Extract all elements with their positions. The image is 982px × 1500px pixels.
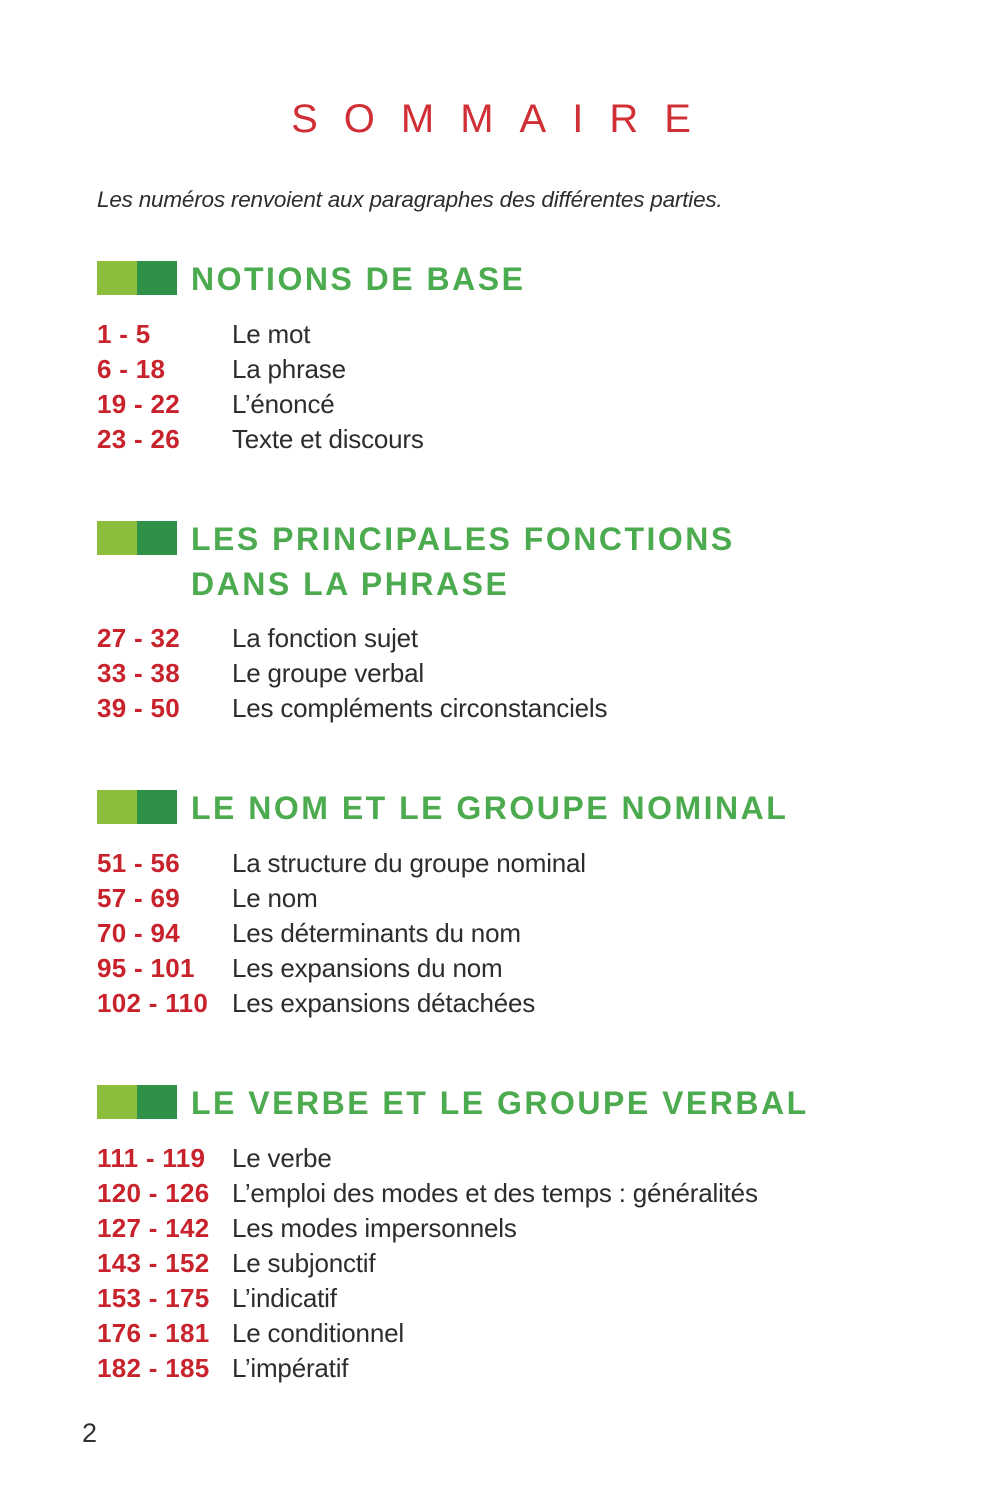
entry-range: 95 - 101 [97, 953, 195, 984]
entry-label: Le verbe [232, 1142, 332, 1173]
toc-entry-list [97, 1141, 892, 1386]
entry-range: 102 - 110 [97, 988, 209, 1019]
toc-entry [97, 1211, 892, 1246]
section-header [97, 257, 892, 302]
marker-square-light [97, 521, 137, 555]
toc-section [97, 786, 892, 1021]
entry-range: 1 - 5 [97, 318, 151, 349]
marker-square-dark [137, 261, 177, 295]
entry-label: Les expansions du nom [232, 953, 503, 984]
section-title-line: DANS LA PHRASE [191, 565, 510, 602]
toc-entry [97, 1281, 892, 1316]
toc-entry [97, 1351, 892, 1386]
toc-section [97, 1081, 892, 1386]
entry-range: 153 - 175 [97, 1282, 210, 1313]
page-subtitle: Les numéros renvoient aux paragraphes des différentes parties. [97, 187, 723, 212]
entry-label: La phrase [232, 353, 346, 384]
marker-square-light [97, 261, 137, 295]
page-number: 2 [82, 1418, 98, 1448]
toc-entry [97, 951, 892, 986]
section-marker-icon [97, 1085, 177, 1119]
section-title [191, 257, 525, 302]
entry-label: Le subjonctif [232, 1247, 376, 1278]
toc-entry [97, 691, 892, 726]
section-header [97, 1081, 892, 1126]
section-marker-icon [97, 790, 177, 824]
toc-entry [97, 1246, 892, 1281]
entry-label: Le conditionnel [232, 1317, 404, 1348]
marker-square-dark [137, 521, 177, 555]
entry-range: 176 - 181 [97, 1317, 210, 1348]
toc-entry [97, 986, 892, 1021]
section-title [191, 1081, 809, 1126]
toc-entry [97, 916, 892, 951]
entry-range: 39 - 50 [97, 693, 181, 724]
entry-range: 182 - 185 [97, 1352, 210, 1383]
section-header [97, 786, 892, 831]
toc-entry [97, 621, 892, 656]
entry-range: 70 - 94 [97, 918, 181, 949]
entry-range: 120 - 126 [97, 1177, 210, 1208]
section-marker-icon [97, 261, 177, 295]
entry-label: L’indicatif [232, 1282, 337, 1313]
entry-label: Les modes impersonnels [232, 1212, 517, 1243]
section-title-line: LE NOM ET LE GROUPE NOMINAL [191, 790, 789, 827]
entry-label: Le mot [232, 318, 311, 349]
section-title-line: NOTIONS DE BASE [191, 261, 526, 297]
toc-entry-list [97, 621, 892, 726]
marker-square-dark [137, 1085, 177, 1119]
toc-entry [97, 1176, 892, 1211]
toc-entry [97, 387, 892, 422]
entry-range: 23 - 26 [97, 423, 181, 454]
entry-range: 127 - 142 [97, 1212, 210, 1243]
toc-entry [97, 1316, 892, 1351]
entry-label: Le groupe verbal [232, 658, 424, 689]
toc-sections [97, 257, 892, 1386]
entry-range: 143 - 152 [97, 1247, 210, 1278]
entry-label: L’impératif [232, 1352, 349, 1383]
entry-range: 111 - 119 [97, 1142, 206, 1173]
entry-label: Texte et discours [232, 423, 424, 454]
section-title [191, 517, 735, 607]
marker-square-dark [137, 790, 177, 824]
toc-section [97, 517, 892, 727]
entry-label: La fonction sujet [232, 623, 418, 654]
section-title-line: LE VERBE ET LE GROUPE VERBAL [191, 1085, 809, 1122]
entry-label: Les déterminants du nom [232, 918, 521, 949]
toc-entry-list [97, 317, 892, 457]
page-title: SOMMAIRE [291, 97, 717, 141]
entry-range: 57 - 69 [97, 883, 181, 914]
entry-range: 19 - 22 [97, 388, 181, 419]
entry-range: 33 - 38 [97, 658, 181, 689]
toc-entry [97, 317, 892, 352]
marker-square-light [97, 790, 137, 824]
entry-label: L’énoncé [232, 388, 335, 419]
entry-label: Les compléments circonstanciels [232, 693, 608, 724]
toc-entry [97, 352, 892, 387]
section-header [97, 517, 892, 607]
entry-label: Le nom [232, 883, 318, 914]
entry-range: 51 - 56 [97, 848, 181, 879]
toc-entry [97, 1141, 892, 1176]
toc-entry [97, 656, 892, 691]
marker-square-light [97, 1085, 137, 1119]
toc-section [97, 257, 892, 457]
toc-entry [97, 881, 892, 916]
entry-label: La structure du groupe nominal [232, 848, 586, 879]
entry-label: L’emploi des modes et des temps : généralités [232, 1177, 758, 1208]
entry-label: Les expansions détachées [232, 988, 536, 1019]
entry-range: 27 - 32 [97, 623, 181, 654]
toc-entry [97, 846, 892, 881]
section-title-line: LES PRINCIPALES FONCTIONS [191, 520, 735, 557]
toc-entry [97, 422, 892, 457]
section-title [191, 786, 788, 831]
toc-entry-list [97, 846, 892, 1021]
entry-range: 6 - 18 [97, 353, 166, 384]
section-marker-icon [97, 521, 177, 555]
